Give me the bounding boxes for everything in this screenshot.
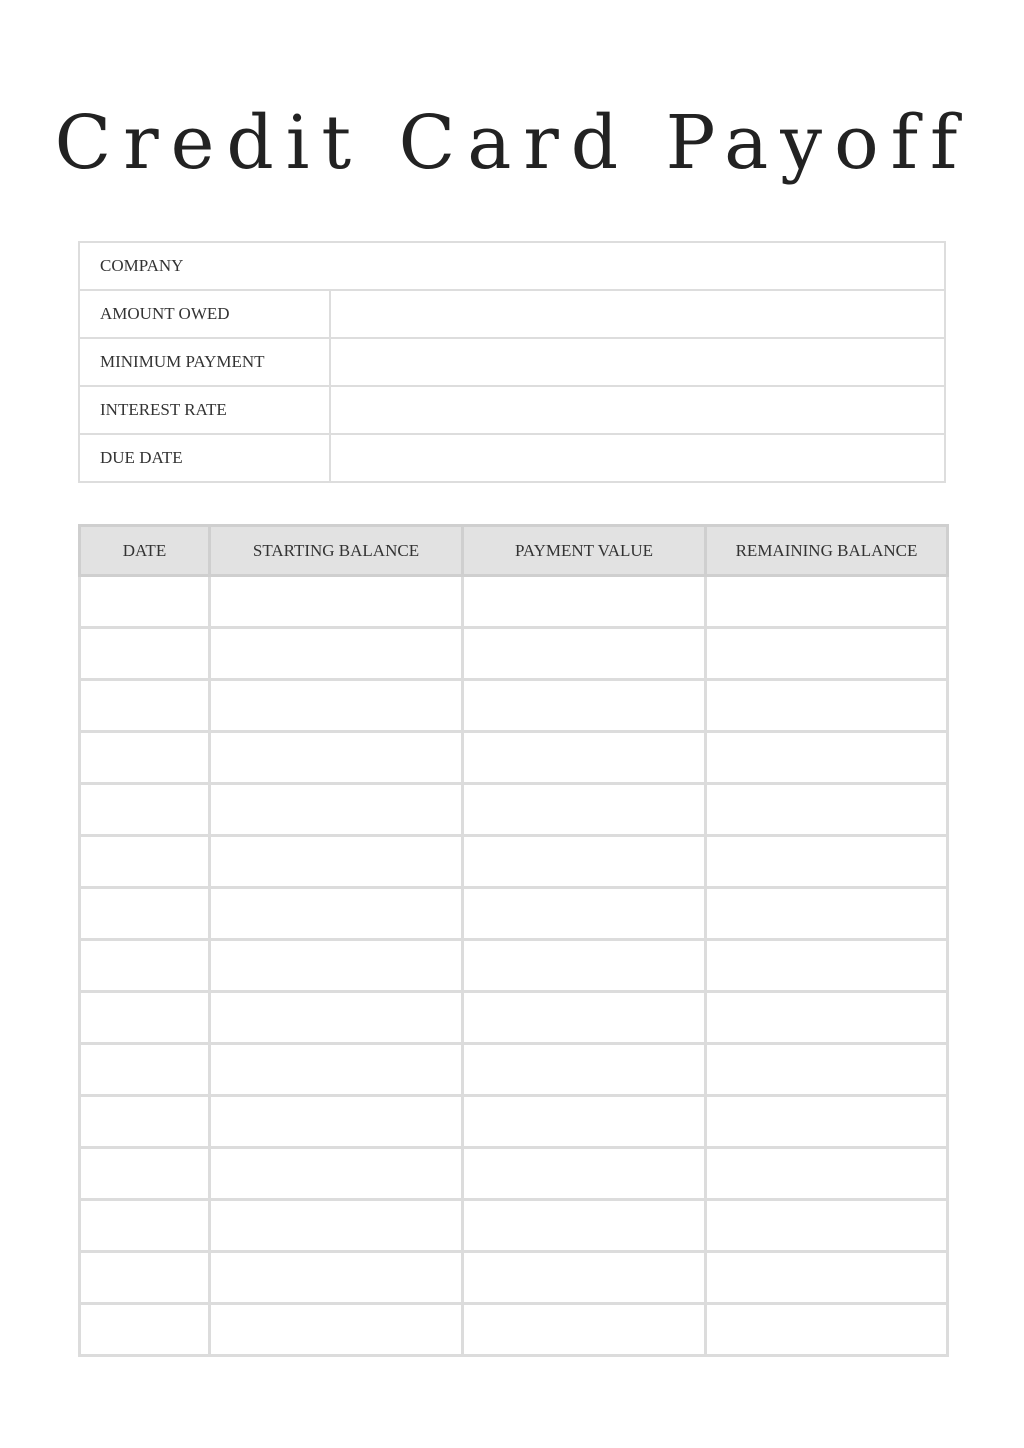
remaining-balance-cell[interactable] <box>706 940 948 992</box>
starting-balance-cell[interactable] <box>210 628 463 680</box>
starting-balance-cell[interactable] <box>210 888 463 940</box>
starting-balance-cell[interactable] <box>210 680 463 732</box>
date-cell[interactable] <box>80 1044 210 1096</box>
payment-value-cell[interactable] <box>463 784 706 836</box>
starting-balance-cell[interactable] <box>210 784 463 836</box>
card-info-table <box>78 241 946 483</box>
starting-balance-cell[interactable] <box>210 1304 463 1356</box>
date-cell[interactable] <box>80 992 210 1044</box>
remaining-balance-cell[interactable] <box>706 1044 948 1096</box>
info-label: MINIMUM PAYMENT <box>79 338 330 386</box>
company-field[interactable]: COMPANY <box>79 242 945 290</box>
minimum-payment-field[interactable] <box>330 338 945 386</box>
remaining-balance-cell[interactable] <box>706 1304 948 1356</box>
date-cell[interactable] <box>80 732 210 784</box>
starting-balance-cell[interactable] <box>210 940 463 992</box>
header-row <box>80 526 948 576</box>
table-row <box>80 576 948 628</box>
starting-balance-cell[interactable] <box>210 992 463 1044</box>
table-row <box>80 1096 948 1148</box>
table-row <box>80 992 948 1044</box>
payment-value-cell[interactable] <box>463 1044 706 1096</box>
starting-balance-cell[interactable] <box>210 1148 463 1200</box>
date-cell[interactable] <box>80 1252 210 1304</box>
starting-balance-cell[interactable] <box>210 836 463 888</box>
payment-value-cell[interactable] <box>463 680 706 732</box>
page-title: Credit Card Payoff <box>54 100 970 186</box>
remaining-balance-cell[interactable] <box>706 888 948 940</box>
date-cell[interactable] <box>80 888 210 940</box>
payment-value-cell[interactable] <box>463 1304 706 1356</box>
table-row <box>80 784 948 836</box>
info-row-due-date <box>79 434 945 482</box>
remaining-balance-cell[interactable] <box>706 1252 948 1304</box>
info-label: DUE DATE <box>79 434 330 482</box>
remaining-balance-cell[interactable] <box>706 680 948 732</box>
starting-balance-cell[interactable] <box>210 1252 463 1304</box>
info-row-amount-owed <box>79 290 945 338</box>
remaining-balance-cell[interactable] <box>706 1096 948 1148</box>
starting-balance-cell[interactable] <box>210 1200 463 1252</box>
interest-rate-field[interactable] <box>330 386 945 434</box>
date-cell[interactable] <box>80 940 210 992</box>
remaining-balance-cell[interactable] <box>706 576 948 628</box>
payment-value-cell[interactable] <box>463 940 706 992</box>
log-body <box>80 576 948 1356</box>
table-row <box>80 1200 948 1252</box>
payment-value-cell[interactable] <box>463 1096 706 1148</box>
table-row <box>80 836 948 888</box>
date-cell[interactable] <box>80 1200 210 1252</box>
table-row <box>80 940 948 992</box>
table-row <box>80 1148 948 1200</box>
column-header-starting-balance: STARTING BALANCE <box>210 526 463 576</box>
info-label: INTEREST RATE <box>79 386 330 434</box>
table-row <box>80 888 948 940</box>
due-date-field[interactable] <box>330 434 945 482</box>
date-cell[interactable] <box>80 680 210 732</box>
info-row-minimum-payment <box>79 338 945 386</box>
info-label: AMOUNT OWED <box>79 290 330 338</box>
date-cell[interactable] <box>80 1304 210 1356</box>
remaining-balance-cell[interactable] <box>706 628 948 680</box>
info-row-company <box>79 242 945 290</box>
payment-value-cell[interactable] <box>463 836 706 888</box>
table-row <box>80 628 948 680</box>
table-row <box>80 1252 948 1304</box>
date-cell[interactable] <box>80 628 210 680</box>
remaining-balance-cell[interactable] <box>706 1148 948 1200</box>
date-cell[interactable] <box>80 1096 210 1148</box>
payment-value-cell[interactable] <box>463 732 706 784</box>
table-row <box>80 680 948 732</box>
payment-value-cell[interactable] <box>463 888 706 940</box>
payment-value-cell[interactable] <box>463 628 706 680</box>
column-header-remaining-balance: REMAINING BALANCE <box>706 526 948 576</box>
payment-value-cell[interactable] <box>463 992 706 1044</box>
column-header-date: DATE <box>80 526 210 576</box>
starting-balance-cell[interactable] <box>210 576 463 628</box>
starting-balance-cell[interactable] <box>210 1096 463 1148</box>
date-cell[interactable] <box>80 1148 210 1200</box>
amount-owed-field[interactable] <box>330 290 945 338</box>
column-header-payment-value: PAYMENT VALUE <box>463 526 706 576</box>
payment-value-cell[interactable] <box>463 1148 706 1200</box>
remaining-balance-cell[interactable] <box>706 992 948 1044</box>
date-cell[interactable] <box>80 784 210 836</box>
payment-value-cell[interactable] <box>463 1252 706 1304</box>
info-row-interest-rate <box>79 386 945 434</box>
table-row <box>80 732 948 784</box>
date-cell[interactable] <box>80 836 210 888</box>
starting-balance-cell[interactable] <box>210 732 463 784</box>
payment-value-cell[interactable] <box>463 576 706 628</box>
date-cell[interactable] <box>80 576 210 628</box>
remaining-balance-cell[interactable] <box>706 836 948 888</box>
table-row <box>80 1304 948 1356</box>
payment-value-cell[interactable] <box>463 1200 706 1252</box>
starting-balance-cell[interactable] <box>210 1044 463 1096</box>
remaining-balance-cell[interactable] <box>706 732 948 784</box>
payment-log-table <box>78 524 949 1357</box>
remaining-balance-cell[interactable] <box>706 784 948 836</box>
remaining-balance-cell[interactable] <box>706 1200 948 1252</box>
table-row <box>80 1044 948 1096</box>
